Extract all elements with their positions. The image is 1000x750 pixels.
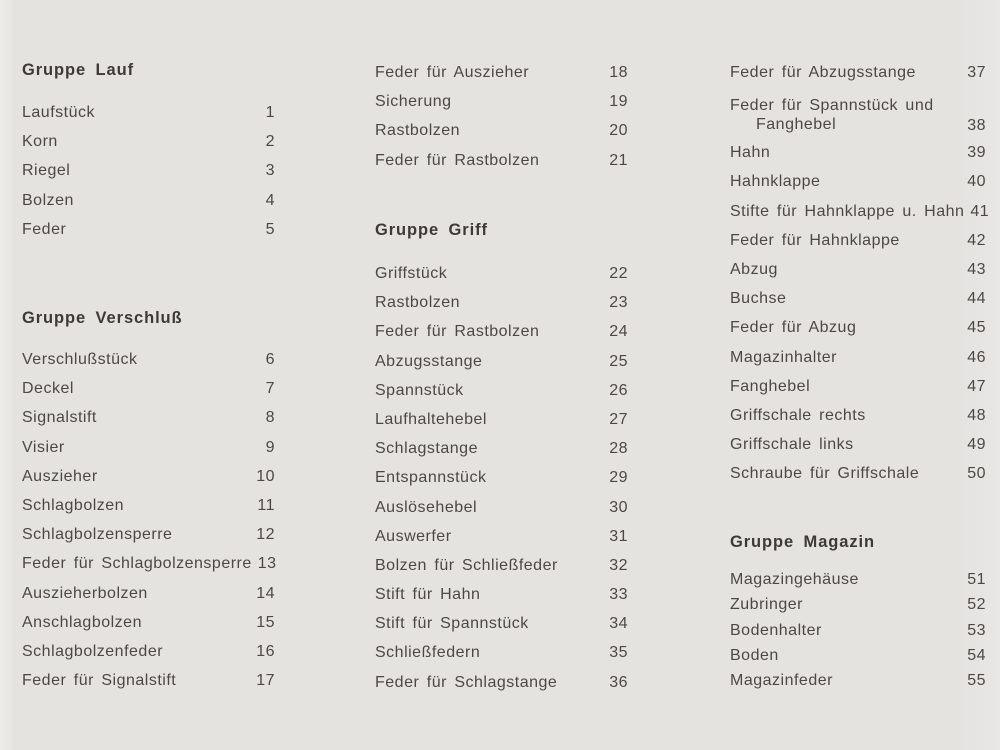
part-number: 3 [265, 162, 275, 180]
part-name: Feder für Hahnklappe [730, 231, 900, 249]
part-name: Schraube für Griffschale [730, 465, 920, 483]
part-row [375, 668, 628, 697]
part-name: Griffschale rechts [730, 406, 866, 424]
part-row [22, 374, 275, 403]
group-heading-lauf: Gruppe Lauf [22, 61, 134, 79]
part-row [730, 430, 986, 459]
part-number: 55 [967, 672, 986, 690]
part-name: Laufhaltehebel [375, 410, 487, 428]
part-number: 20 [609, 122, 628, 140]
part-row [375, 405, 628, 434]
part-number: 29 [609, 469, 628, 487]
part-row [22, 666, 275, 695]
group-verschluss-items-continued [375, 58, 628, 175]
part-name: Feder für Rastbolzen [375, 323, 540, 341]
part-name: Auszieherbolzen [22, 584, 148, 602]
part-name: Signalstift [22, 409, 97, 427]
part-name: Schlagstange [375, 440, 478, 458]
part-number: 42 [967, 231, 986, 249]
part-row [22, 549, 275, 578]
part-number: 43 [967, 260, 986, 278]
part-row [375, 638, 628, 667]
part-name: Feder für Schlagbolzensperre [22, 555, 252, 573]
part-row [22, 127, 275, 156]
part-row [730, 372, 986, 401]
part-name: Griffstück [375, 265, 448, 282]
part-number: 41 [970, 202, 990, 220]
part-row [730, 138, 986, 167]
part-row [730, 592, 986, 617]
part-number: 47 [967, 377, 986, 395]
part-name: Feder für Abzug [730, 319, 857, 337]
part-number: 1 [265, 104, 275, 121]
part-number: 30 [609, 498, 628, 516]
group-heading-griff: Gruppe Griff [375, 221, 488, 239]
group-heading-magazin: Gruppe Magazin [730, 533, 875, 551]
part-name: Laufstück [22, 104, 95, 121]
part-row [375, 463, 628, 492]
part-number: 13 [257, 555, 277, 573]
part-row [375, 580, 628, 609]
part-name-line2: Fanghebel [756, 116, 837, 134]
part-row [22, 462, 275, 491]
part-row [730, 197, 990, 226]
part-row [730, 401, 986, 430]
group-lauf-items [22, 98, 275, 244]
group-verschluss-items [22, 345, 275, 695]
part-number: 4 [265, 191, 275, 209]
part-row [22, 403, 275, 432]
group-griff-items-continued [730, 58, 990, 488]
part-row [22, 433, 275, 462]
part-number: 49 [967, 436, 986, 454]
part-row [375, 288, 628, 317]
part-row [22, 156, 275, 185]
part-name: Bolzen für Schließfeder [375, 556, 558, 574]
part-name: Verschlußstück [22, 351, 138, 368]
part-row [375, 522, 628, 551]
group-heading-verschluss: Gruppe Verschluß [22, 309, 183, 327]
part-number: 52 [967, 596, 986, 614]
column-right [730, 0, 990, 750]
part-row [730, 668, 986, 693]
part-number: 34 [609, 615, 628, 633]
part-number: 36 [609, 673, 628, 691]
part-number: 21 [609, 151, 628, 169]
part-name: Entspannstück [375, 469, 487, 487]
part-number: 45 [967, 319, 986, 337]
part-row [375, 347, 628, 376]
part-name: Auszieher [22, 467, 98, 485]
part-row [375, 609, 628, 638]
part-number: 44 [967, 290, 986, 308]
part-row [730, 167, 986, 196]
part-number: 14 [256, 584, 275, 602]
part-name [730, 96, 961, 136]
part-number: 12 [256, 526, 275, 544]
part-name: Buchse [730, 290, 787, 308]
part-number: 25 [609, 352, 628, 370]
part-row [22, 608, 275, 637]
part-name: Auswerfer [375, 527, 452, 545]
part-number: 23 [609, 294, 628, 312]
part-name: Magazinhalter [730, 348, 837, 366]
part-row [22, 98, 275, 127]
part-row [22, 215, 275, 244]
part-name: Stift für Spannstück [375, 615, 529, 633]
part-number: 38 [967, 117, 986, 135]
part-row [22, 186, 275, 215]
part-number: 9 [265, 438, 275, 456]
part-number: 28 [609, 440, 628, 458]
part-name: Riegel [22, 162, 71, 180]
part-row [375, 146, 628, 175]
part-row [730, 255, 986, 284]
part-row [375, 493, 628, 522]
part-number: 5 [265, 220, 275, 238]
part-number: 22 [609, 265, 628, 282]
part-name: Hahn [730, 144, 771, 162]
part-row [730, 618, 986, 643]
part-row [730, 643, 986, 668]
part-name: Schließfedern [375, 644, 481, 662]
part-number: 2 [265, 133, 275, 151]
part-row [375, 116, 628, 145]
part-name: Feder für Abzugsstange [730, 64, 916, 81]
part-name: Anschlagbolzen [22, 613, 142, 631]
group-griff-items [375, 259, 628, 697]
part-number: 8 [265, 409, 275, 427]
part-number: 40 [967, 173, 986, 191]
part-name: Schlagbolzensperre [22, 526, 173, 544]
column-middle [375, 0, 628, 750]
part-number: 27 [609, 410, 628, 428]
part-row [375, 376, 628, 405]
part-number: 54 [967, 646, 986, 664]
part-number: 39 [967, 144, 986, 162]
part-number: 33 [609, 586, 628, 604]
part-row [22, 579, 275, 608]
part-number: 26 [609, 381, 628, 399]
part-number: 31 [609, 527, 628, 545]
part-number: 15 [256, 613, 275, 631]
part-number: 37 [967, 64, 986, 81]
part-name: Stifte für Hahnklappe u. Hahn [730, 202, 965, 220]
part-number: 7 [265, 380, 275, 398]
part-row [730, 313, 986, 342]
part-name: Stift für Hahn [375, 586, 481, 604]
part-row [375, 58, 628, 87]
part-name: Schlagbolzenfeder [22, 642, 164, 660]
part-name: Fanghebel [730, 377, 811, 395]
part-name: Magazinfeder [730, 672, 833, 690]
part-name: Feder für Schlagstange [375, 673, 558, 691]
group-magazin-items [730, 567, 986, 693]
part-name: Visier [22, 438, 65, 456]
part-number: 50 [967, 465, 986, 483]
part-row [375, 317, 628, 346]
part-number: 53 [967, 621, 986, 639]
part-row-two-line [730, 87, 986, 138]
part-name: Auslösehebel [375, 498, 478, 516]
part-row [375, 434, 628, 463]
part-number: 35 [609, 644, 628, 662]
part-row [730, 284, 986, 313]
part-number: 18 [609, 64, 628, 81]
part-name: Boden [730, 646, 779, 664]
part-number: 19 [609, 93, 628, 111]
part-row [730, 58, 986, 87]
part-number: 10 [256, 467, 275, 485]
column-left [22, 0, 275, 750]
part-number: 51 [967, 571, 986, 588]
part-name: Feder für Auszieher [375, 64, 530, 81]
part-name: Griffschale links [730, 436, 854, 454]
part-name: Deckel [22, 380, 74, 398]
part-name: Magazingehäuse [730, 571, 859, 588]
part-name: Sicherung [375, 93, 452, 111]
part-name: Bolzen [22, 191, 74, 209]
part-number: 32 [609, 556, 628, 574]
part-row [22, 345, 275, 374]
part-row [375, 551, 628, 580]
part-number: 6 [265, 351, 275, 368]
part-name: Zubringer [730, 596, 803, 614]
part-row [375, 259, 628, 288]
part-row [730, 567, 986, 592]
part-number: 24 [609, 323, 628, 341]
part-number: 46 [967, 348, 986, 366]
part-name: Hahnklappe [730, 173, 821, 191]
part-name: Bodenhalter [730, 621, 822, 639]
part-name: Feder für Signalstift [22, 672, 177, 690]
part-name-line1: Feder für Spannstück und [730, 96, 934, 114]
part-name: Abzugsstange [375, 352, 483, 370]
part-name: Spannstück [375, 381, 464, 399]
part-row [730, 226, 986, 255]
part-number: 16 [256, 642, 275, 660]
part-name: Korn [22, 133, 58, 151]
part-number: 17 [256, 672, 275, 690]
part-row [730, 459, 986, 488]
part-number: 48 [967, 406, 986, 424]
part-name: Feder für Rastbolzen [375, 151, 540, 169]
part-row [22, 637, 275, 666]
part-row [375, 87, 628, 116]
part-name: Schlagbolzen [22, 496, 125, 514]
part-name: Feder [22, 220, 67, 238]
part-row [730, 343, 986, 372]
part-name: Abzug [730, 260, 778, 278]
part-row [22, 520, 275, 549]
part-number: 11 [257, 496, 275, 514]
part-name: Rastbolzen [375, 294, 461, 312]
part-row [22, 491, 275, 520]
part-name: Rastbolzen [375, 122, 461, 140]
